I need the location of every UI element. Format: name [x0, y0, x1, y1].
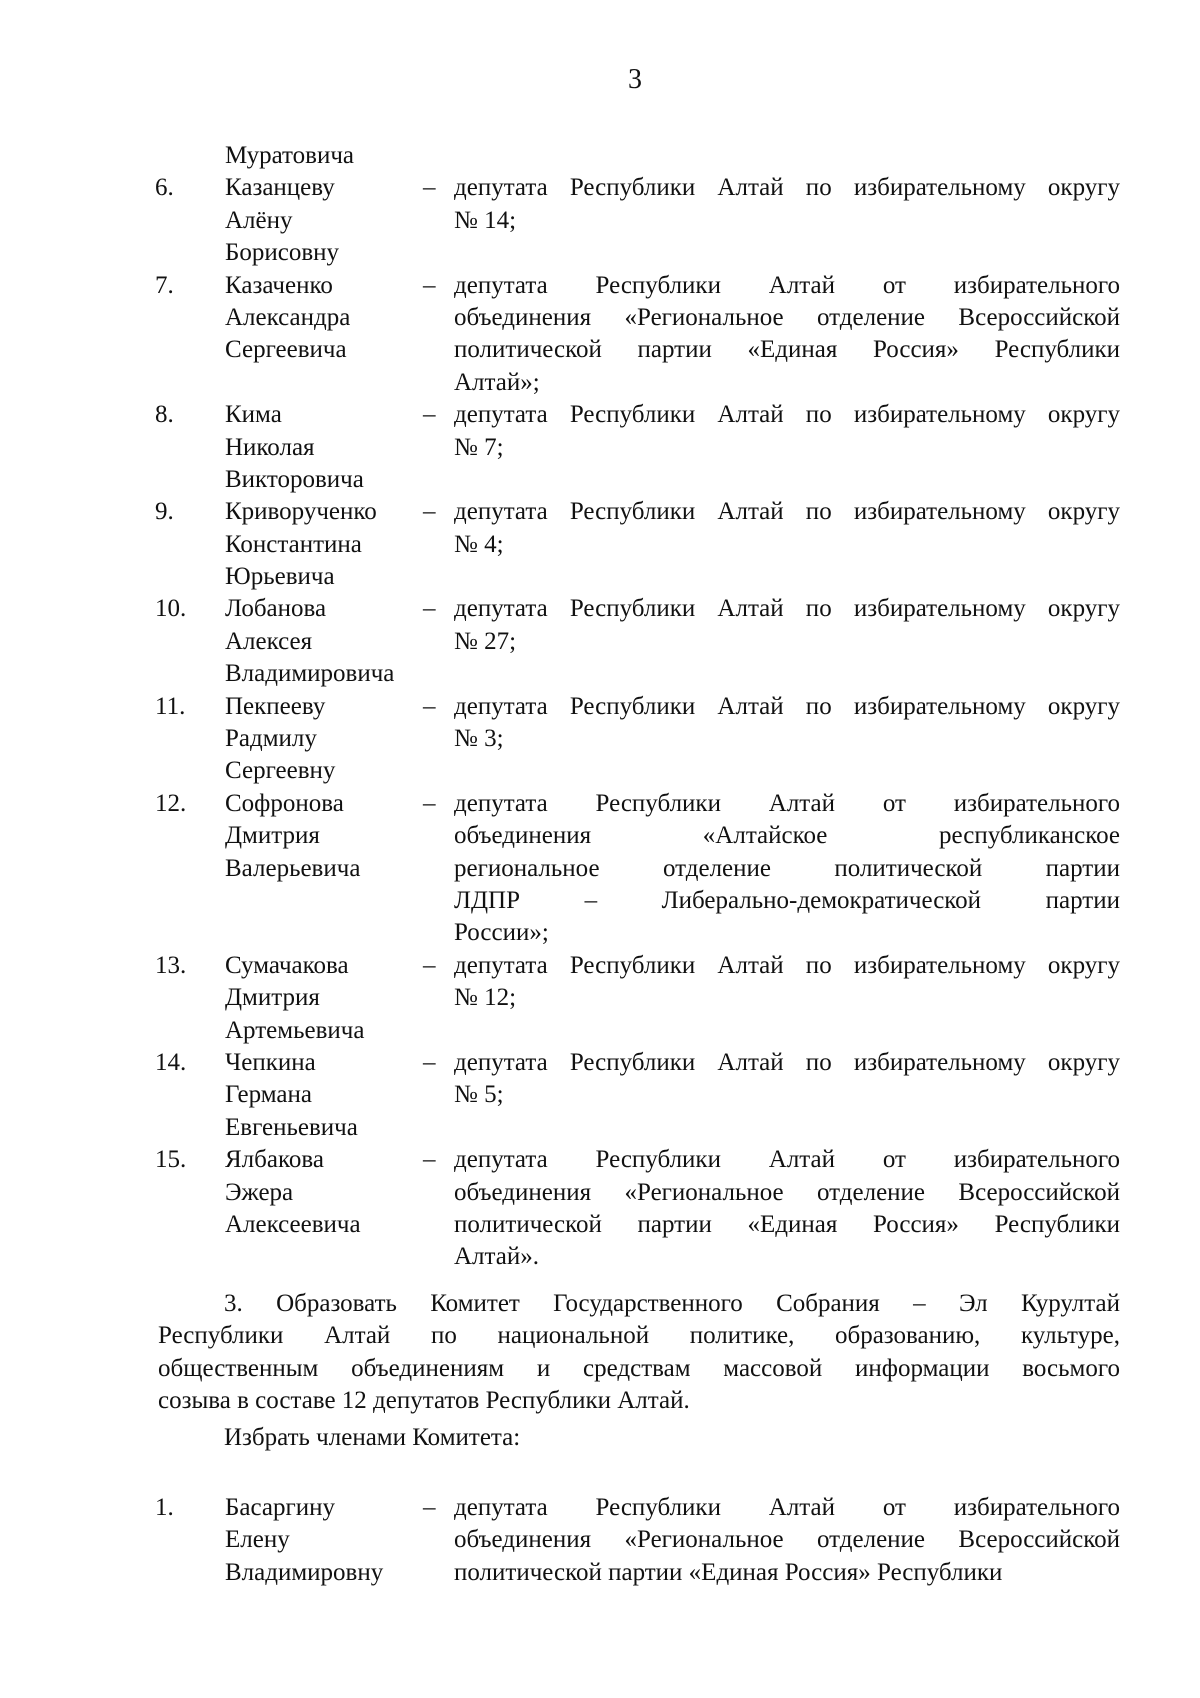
dash-text: – [423, 271, 436, 299]
name-line: Дмитрия [225, 822, 320, 850]
item-dash [423, 1047, 454, 1144]
item-description [454, 593, 1120, 690]
description-line: Алтай». [454, 1243, 539, 1271]
item-dash [423, 691, 454, 788]
item-number-text: 8. [155, 401, 174, 429]
deputies-list [155, 140, 1120, 1274]
list-item [155, 1492, 1120, 1589]
item-dash [423, 172, 454, 269]
item-name [225, 593, 423, 690]
item-description [454, 1144, 1120, 1274]
item-name [225, 1492, 423, 1589]
name-line: Артемьевича [225, 1016, 365, 1044]
name-line: Валерьевича [225, 854, 361, 882]
list-item [155, 788, 1120, 950]
name-line: Дмитрия [225, 984, 320, 1012]
list-item [155, 1047, 1120, 1144]
description-line: № 3; [454, 725, 504, 753]
description-line: России»; [454, 919, 549, 947]
members-heading: Избрать членами Комитета: [224, 1424, 521, 1451]
dash-text: – [423, 692, 436, 720]
description-line: депутата Республики Алтай от избирательного [454, 1494, 1120, 1521]
members-heading-block [158, 1422, 1120, 1454]
name-line: Сергеевну [225, 757, 336, 785]
name-line: Софронова [225, 789, 344, 817]
item-number [155, 593, 225, 690]
dash-text: – [423, 1048, 436, 1076]
list-item [155, 593, 1120, 690]
item-number-text: 10. [155, 595, 187, 623]
item-name [225, 950, 423, 1047]
item-number [155, 399, 225, 496]
description-line: № 5; [454, 1081, 504, 1109]
description-line: политической партии «Единая Россия» Республики [454, 1558, 1003, 1586]
item-number-text: 13. [155, 951, 187, 979]
name-line: Криворученко [225, 498, 377, 526]
item-name [225, 691, 423, 788]
name-line: Муратовича [225, 142, 355, 169]
item-name [225, 140, 423, 172]
description-line: депутата Республики Алтай по избирательному округу [454, 1048, 1120, 1076]
dash-text: – [423, 174, 436, 202]
description-line: политической партии «Единая Россия» Республики [454, 336, 1120, 364]
description-line: № 7; [454, 433, 504, 461]
dash-text: – [423, 401, 436, 429]
description-line: № 4; [454, 530, 504, 558]
description-line: объединения «Региональное отделение Всероссийской [454, 303, 1120, 331]
list-item [155, 270, 1120, 400]
item-name [225, 496, 423, 593]
name-line: Владимировича [225, 660, 395, 688]
list-item [155, 496, 1120, 593]
item-description [454, 950, 1120, 1047]
item-name [225, 1144, 423, 1274]
description-line: депутата Республики Алтай по избирательному округу [454, 951, 1120, 979]
paragraph-line: созыва в составе 12 депутатов Республики Алтай. [158, 1387, 690, 1415]
dash-text: – [423, 1494, 436, 1521]
item-number [155, 1492, 225, 1589]
name-line: Юрьевича [225, 563, 335, 591]
name-line: Кима [225, 401, 282, 429]
list-item [155, 691, 1120, 788]
item-description [454, 788, 1120, 950]
dash-text: – [423, 951, 436, 979]
description-line: Алтай»; [454, 368, 540, 396]
item-dash [423, 270, 454, 400]
name-line: Алексеевича [225, 1210, 361, 1238]
paragraph-3 [158, 1288, 1120, 1418]
description-line: депутата Республики Алтай от избирательного [454, 271, 1120, 299]
description-line: ЛДПР – Либерально-демократической партии [454, 886, 1120, 914]
item-number-text: 9. [155, 498, 174, 526]
item-dash [423, 1492, 454, 1589]
list-item-continuation [155, 140, 1120, 172]
item-description [454, 496, 1120, 593]
description-line: политической партии «Единая Россия» Республики [454, 1210, 1120, 1238]
name-line: Владимировну [225, 1558, 384, 1586]
item-dash [423, 788, 454, 950]
name-line: Евгеньевича [225, 1113, 358, 1141]
name-line: Чепкина [225, 1048, 316, 1076]
item-number-text: 6. [155, 174, 174, 202]
name-line: Алёну [225, 206, 293, 234]
description-line: № 27; [454, 627, 517, 655]
item-number [155, 496, 225, 593]
dash-text: – [423, 1146, 436, 1174]
description-line: депутата Республики Алтай по избирательному округу [454, 498, 1120, 526]
dash-text: – [423, 498, 436, 526]
item-dash [423, 950, 454, 1047]
item-name [225, 270, 423, 400]
name-line: Эжера [225, 1178, 294, 1206]
item-number-text: 7. [155, 271, 174, 299]
list-item [155, 1144, 1120, 1274]
name-line: Лобанова [225, 595, 327, 623]
dash-text: – [423, 595, 436, 623]
committee-members-list [155, 1492, 1120, 1589]
item-description [454, 270, 1120, 400]
item-number-text: 1. [155, 1494, 174, 1521]
item-number [155, 691, 225, 788]
item-name [225, 399, 423, 496]
item-number [155, 1047, 225, 1144]
description-line: региональное отделение политической партии [454, 854, 1120, 882]
item-number-text: 12. [155, 789, 187, 817]
name-line: Елену [225, 1526, 290, 1554]
name-line: Германа [225, 1081, 312, 1109]
item-number [155, 1144, 225, 1274]
description-line: объединения «Алтайское республиканское [454, 822, 1120, 850]
item-number-text: 11. [155, 692, 186, 720]
item-number-text: 14. [155, 1048, 187, 1076]
item-number [155, 172, 225, 269]
description-line: № 14; [454, 206, 517, 234]
dash-text: – [423, 789, 436, 817]
item-description [454, 172, 1120, 269]
item-description [454, 691, 1120, 788]
name-line: Ялбакова [225, 1146, 324, 1174]
name-line: Пекпееву [225, 692, 326, 720]
description-line: депутата Республики Алтай от избирательного [454, 789, 1120, 817]
name-line: Казаченко [225, 271, 333, 299]
item-dash [423, 1144, 454, 1274]
paragraph-line: 3. Образовать Комитет Государственного Собрания – Эл Курултай [224, 1290, 1120, 1317]
description-line: объединения «Региональное отделение Всероссийской [454, 1526, 1120, 1554]
name-line: Алексея [225, 627, 313, 655]
list-item [155, 950, 1120, 1047]
paragraph-line: Республики Алтай по национальной политике, образованию, культуре, [158, 1322, 1120, 1350]
item-number [155, 788, 225, 950]
item-description [454, 399, 1120, 496]
name-line: Константина [225, 530, 362, 558]
item-number [155, 140, 225, 172]
list-item [155, 172, 1120, 269]
item-dash [423, 399, 454, 496]
name-line: Сергеевича [225, 336, 347, 364]
item-description [454, 1492, 1120, 1589]
item-number-text: 15. [155, 1146, 187, 1174]
description-line: депутата Республики Алтай по избирательному округу [454, 401, 1120, 429]
item-name [225, 1047, 423, 1144]
item-name [225, 172, 423, 269]
name-line: Басаргину [225, 1494, 335, 1521]
name-line: Александра [225, 303, 351, 331]
list-item [155, 399, 1120, 496]
description-line: объединения «Региональное отделение Всероссийской [454, 1178, 1120, 1206]
name-line: Николая [225, 433, 315, 461]
name-line: Сумачакова [225, 951, 349, 979]
description-line: депутата Республики Алтай от избирательного [454, 1146, 1120, 1174]
name-line: Казанцеву [225, 174, 335, 202]
paragraph-line: общественным объединениям и средствам массовой информации восьмого [158, 1354, 1120, 1382]
item-description [454, 1047, 1120, 1144]
description-line: депутата Республики Алтай по избирательному округу [454, 174, 1120, 202]
item-number [155, 950, 225, 1047]
description-line: депутата Республики Алтай по избирательному округу [454, 692, 1120, 720]
item-name [225, 788, 423, 950]
item-dash [423, 593, 454, 690]
name-line: Радмилу [225, 725, 317, 753]
name-line: Викторовича [225, 465, 364, 493]
description-line: депутата Республики Алтай по избирательному округу [454, 595, 1120, 623]
item-dash [423, 496, 454, 593]
page-number: 3 [628, 64, 642, 95]
description-line: № 12; [454, 984, 517, 1012]
name-line: Борисовну [225, 239, 340, 267]
item-number [155, 270, 225, 400]
